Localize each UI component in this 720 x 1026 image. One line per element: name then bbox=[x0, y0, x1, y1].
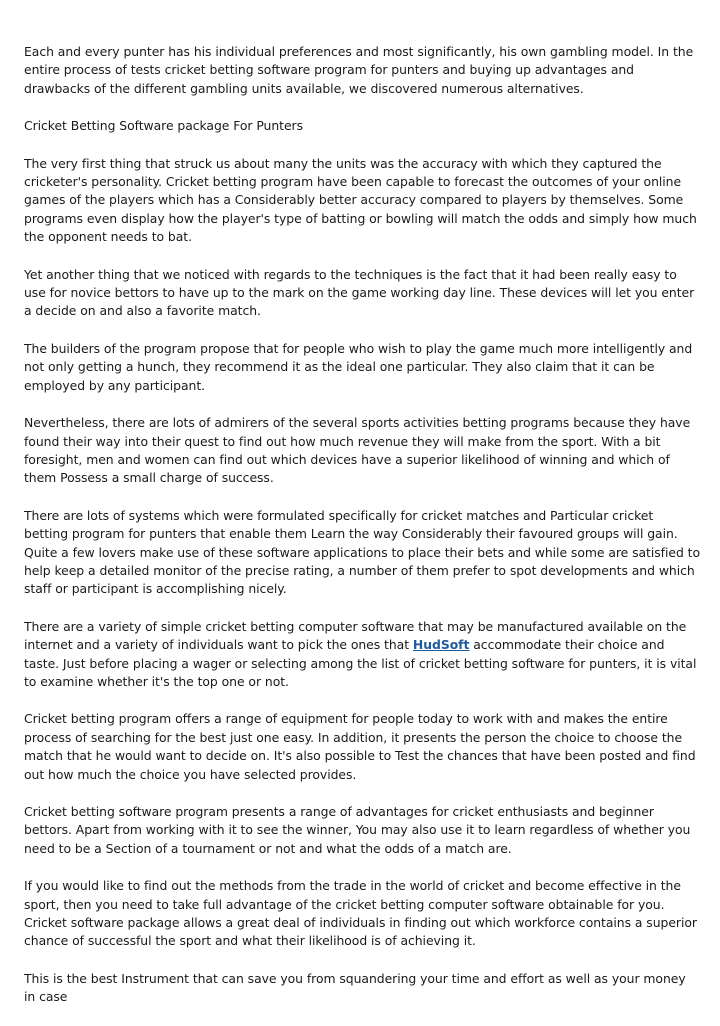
paragraph-simple-software bbox=[24, 618, 700, 692]
paragraph-ease-of-use: Yet another thing that we noticed with regards to the techniques is the fact that it had been really easy to use for novice bettors to have up to the mark on the game working day line. These devices will let you enter a decide on and also a favorite match. bbox=[24, 266, 695, 319]
paragraph-instrument: This is the best Instrument that can save you from squandering your time and effort as well as your money in case bbox=[24, 970, 686, 1005]
paragraph-advantages: Cricket betting software program presents a range of advantages for cricket enthusiasts and beginner bettors. Apart from working with it to see the winner, You may also use it to learn regardless of whether you need to be a Section of a tournament or not and what the odds of a match are. bbox=[24, 804, 691, 856]
paragraph-methods: If you would like to find out the methods from the trade in the world of cricket and become effective in the sport, then you need to take full advantage of the cricket betting computer software obtainable for you. Cricket software package allows a great deal of individuals in finding out which workforce contains a superior chance of successful the sport and what their likelihood is of achieving it. bbox=[24, 878, 697, 949]
hudsoft-link[interactable]: HudSoft bbox=[412, 637, 470, 653]
paragraph-admirers: Nevertheless, there are lots of admirers of the several sports activities betting programs because they have found their way into their quest to find out how much revenue they will make from the sport. With a bit foresight, men and women can find out which devices have a superior likelihood of winning and which of them Possess a small charge of success. bbox=[24, 415, 691, 486]
paragraph-equipment: Cricket betting program offers a range of equipment for people today to work with and makes the entire process of searching for the best just one easy. In addition, it presents the person the choice to choose the match that he would want to decide on. It's also possible to Test the chances that have been posted and find out how much the choice you have selected provides. bbox=[24, 711, 696, 782]
paragraph-builders: The builders of the program propose that for people who wish to play the game much more intelligently and not only getting a hunch, they recommend it as the ideal one particular. They also claim that it can be employed by any participant. bbox=[24, 340, 693, 393]
paragraph-text-after-link: accommodate their choice and taste. Just before placing a wager or selecting among the list of cricket betting software for punters, it is vital to examine whether it's the top one or not. bbox=[24, 637, 697, 689]
article-body bbox=[24, 43, 700, 1026]
paragraph-systems: There are lots of systems which were formulated specifically for cricket matches and Particular cricket betting program for punters that enable them Learn the way Considerably their favoured groups will gain. Quite a few lovers make use of these software applications to place their bets and while some are satisfied to help keep a detailed monitor of the precise rating, a number of them prefer to spot developments and which staff or participant is accomplishing nicely. bbox=[24, 507, 700, 597]
paragraph-text-before-link: There are a variety of simple cricket betting computer software that may be manufactured available on the internet and a variety of individuals want to pick the ones that bbox=[24, 618, 687, 653]
paragraph-accuracy: The very first thing that struck us about many the units was the accuracy with which they captured the cricketer's personality. Cricket betting program have been capable to forecast the outcomes of your online games of the players which has a Considerably better accuracy compared to players by themselves. Some programs even display how the player's type of batting or bowling will match the odds and simply how much the opponent needs to bat. bbox=[24, 155, 697, 245]
paragraph-intro: Each and every punter has his individual preferences and most significantly, his own gambling model. In the entire process of tests cricket betting software program for punters and buying up advantages and drawbacks of the different gambling units available, we discovered numerous alternatives. bbox=[24, 44, 694, 96]
article-heading: Cricket Betting Software package For Punters bbox=[24, 118, 303, 134]
